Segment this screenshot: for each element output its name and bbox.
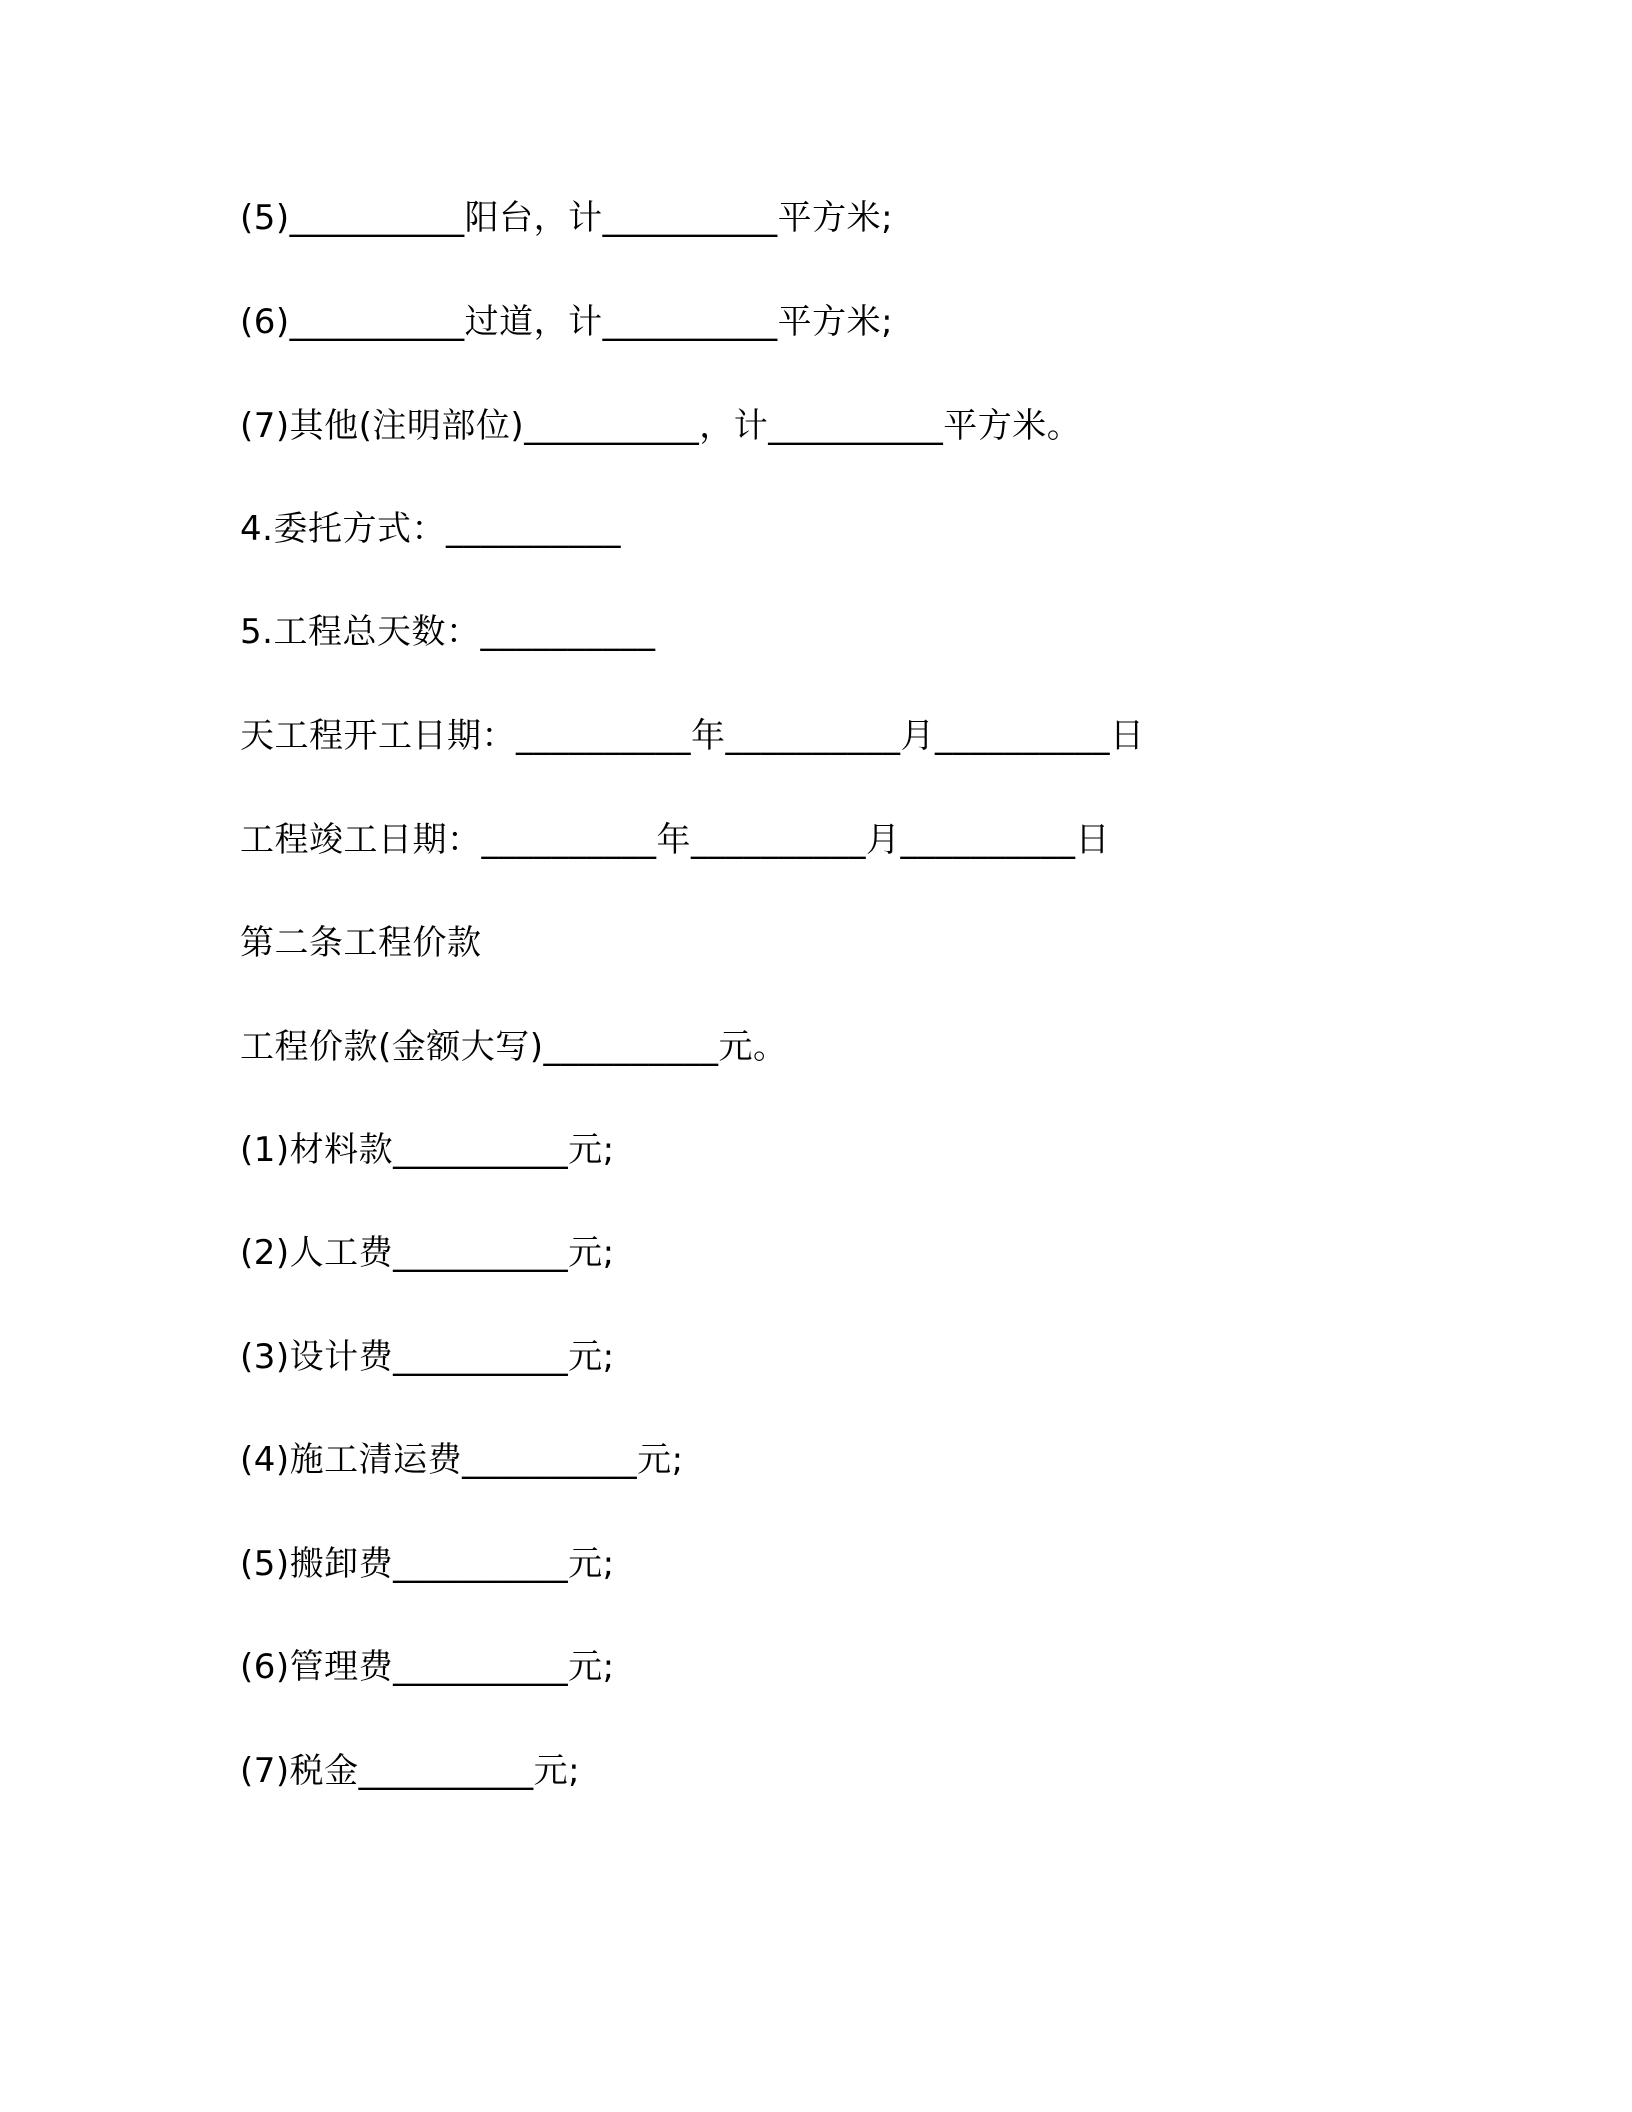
section-heading-price: 第二条工程价款 bbox=[240, 923, 482, 963]
moving-fee-line: (5)搬卸费__________元; bbox=[240, 1544, 615, 1584]
start-date-line: 天工程开工日期：__________年__________月__________日 bbox=[240, 716, 1145, 756]
completion-date-line: 工程竣工日期：__________年__________月__________日 bbox=[240, 820, 1110, 860]
cleanup-fee-line: (4)施工清运费__________元; bbox=[240, 1440, 684, 1480]
labor-cost-line: (2)人工费__________元; bbox=[240, 1233, 615, 1273]
design-fee-line: (3)设计费__________元; bbox=[240, 1337, 615, 1377]
item-other-area: (7)其他(注明部位)__________，计__________平方米。 bbox=[240, 406, 1082, 446]
material-cost-line: (1)材料款__________元; bbox=[240, 1130, 615, 1170]
total-days-line: 5.工程总天数：__________ bbox=[240, 612, 656, 652]
tax-line: (7)税金__________元; bbox=[240, 1751, 581, 1791]
total-price-line: 工程价款(金额大写)__________元。 bbox=[240, 1027, 788, 1067]
item-corridor-area: (6)__________过道，计__________平方米; bbox=[240, 302, 894, 342]
management-fee-line: (6)管理费__________元; bbox=[240, 1647, 615, 1687]
item-balcony-area: (5)__________阳台，计__________平方米; bbox=[240, 198, 894, 238]
entrust-method-line: 4.委托方式：__________ bbox=[240, 509, 621, 549]
